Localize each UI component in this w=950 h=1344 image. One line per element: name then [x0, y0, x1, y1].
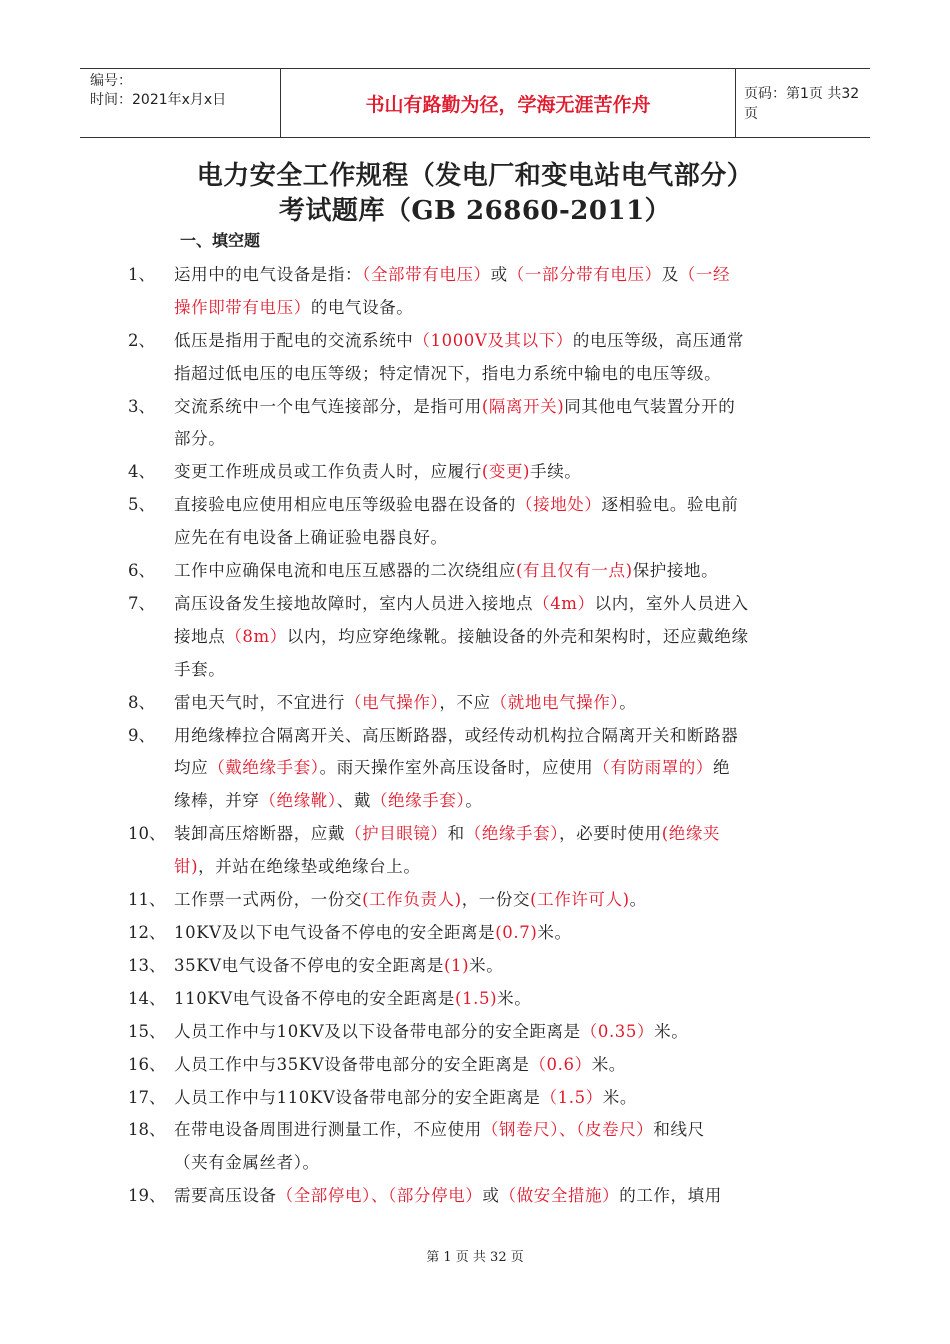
question-text: 均应	[174, 758, 209, 778]
question-text: 和线尺	[653, 1120, 705, 1140]
answer-text: (绝缘夹	[661, 824, 721, 844]
question-number: 12、	[128, 923, 166, 942]
page-footer: 第 1 页 共 32 页	[426, 1250, 524, 1265]
question-number: 19、	[128, 1186, 166, 1206]
question-line	[174, 524, 448, 548]
answer-text: （做安全措施）	[499, 1186, 620, 1206]
question-text: 同其他电气装置分开的	[564, 396, 736, 416]
question-number: 13、	[128, 955, 166, 975]
document-header	[80, 68, 870, 138]
question-text: 米。	[602, 1087, 637, 1107]
time-label: 时间：2021年x月x日	[90, 92, 227, 108]
answer-text: （绝缘手套）	[464, 824, 560, 844]
question-text: 。	[619, 692, 637, 712]
question-line	[174, 590, 749, 614]
answer-text: (1.5)	[455, 988, 498, 1008]
question-text: 的电压等级，高压通常	[572, 330, 744, 350]
question-line	[174, 787, 482, 811]
question-line	[174, 1051, 626, 1075]
answer-text: （戴绝缘手套）	[208, 758, 320, 778]
question-text: 应先在有电设备上确证验电器良好。	[174, 528, 448, 548]
question-text: ，一份交	[461, 890, 531, 910]
number-label: 编号：	[90, 73, 132, 89]
question-text: 雷电天气时，不宜进行	[174, 692, 345, 712]
question-text: 。雨天操作室外高压设备时，应使用	[319, 758, 594, 778]
question-text: 或	[490, 265, 508, 284]
question-text: 高压设备发生接地故障时，室内人员进入接地点	[174, 594, 534, 613]
answer-text: (变更)	[481, 462, 531, 482]
answer-text: (有且仅有一点)	[516, 561, 633, 581]
question-text: 和	[447, 824, 465, 844]
header-page-label: 页码：第1页 共32页	[744, 86, 860, 122]
answer-text: 操作即带有电压）	[174, 297, 311, 317]
question-number: 2、	[128, 330, 155, 350]
answer-text: （1000V及其以下）	[413, 330, 573, 350]
question-text: 的电气设备。	[310, 297, 414, 317]
question-line	[174, 623, 749, 647]
answer-text: (1)	[443, 955, 470, 975]
question-text: 手套。	[174, 659, 226, 679]
question-text: 指超过低电压的电压等级；特定情况下，指电力系统中输电的电压等级。	[174, 363, 722, 383]
question-number: 8、	[128, 692, 155, 712]
header-motto: 书山有路勤为径，学海无涯苦作舟	[280, 69, 736, 137]
question-text: 部分。	[174, 429, 226, 449]
question-line	[174, 656, 225, 680]
answer-text: 钳)	[174, 857, 199, 877]
question-line	[174, 425, 225, 449]
question-line	[174, 853, 420, 877]
answer-text: （一经	[678, 265, 731, 284]
answer-text: （4m）	[533, 594, 595, 613]
answer-text: （护目眼镜）	[345, 824, 448, 844]
question-line	[174, 886, 647, 910]
answer-text: (0.7)	[495, 923, 538, 942]
question-text: 逐相验电。验电前	[601, 495, 739, 515]
answer-text: （钢卷尺）、（皮卷尺）	[481, 1120, 654, 1140]
question-number: 14、	[128, 988, 166, 1008]
answer-text: （就地电气操作）	[490, 692, 620, 712]
question-text: 以内，均应穿绝缘靴。接触设备的外壳和架构时，还应戴绝缘	[286, 626, 749, 646]
question-line	[174, 491, 738, 515]
question-line	[174, 1084, 637, 1108]
question-text: 米。	[591, 1054, 626, 1074]
answer-text: （有防雨罩的）	[593, 758, 713, 778]
answer-text: (隔离开关)	[481, 396, 565, 416]
answer-text: （绝缘靴）	[259, 791, 337, 811]
question-text: 工作中应确保电流和电压互感器的二次绕组应	[174, 561, 516, 581]
question-line	[174, 820, 720, 844]
question-text: 110KV电气设备不停电的安全距离是	[174, 988, 456, 1008]
document-subtitle: 考试题库（GB 26860-2011）	[278, 196, 672, 226]
question-line	[174, 985, 531, 1009]
question-text: ，并站在绝缘垫或绝缘台上。	[198, 857, 421, 877]
question-text: 手续。	[530, 462, 582, 482]
question-text: ，不应	[439, 692, 491, 712]
answer-text: （一部分带有电压）	[507, 265, 662, 284]
answer-text: （0.6）	[529, 1054, 592, 1074]
question-line	[174, 327, 744, 351]
question-line	[174, 294, 413, 318]
question-line	[174, 1182, 722, 1206]
question-number: 1、	[128, 265, 155, 284]
question-line	[174, 1149, 320, 1173]
question-line	[174, 952, 503, 976]
question-text: ，必要时使用	[559, 824, 662, 844]
document-title: 电力安全工作规程（发电厂和变电站电气部分）	[196, 161, 754, 191]
answer-text: （全部停电）、（部分停电）	[276, 1186, 483, 1206]
question-text: 人员工作中与35KV设备带电部分的安全距离是	[174, 1054, 530, 1074]
question-text: 米。	[469, 955, 504, 975]
answer-text: （全部带有电压）	[362, 265, 491, 284]
question-text: 米。	[497, 988, 532, 1008]
question-text: 、戴	[336, 791, 371, 811]
question-text: 用绝缘棒拉合隔离开关、高压断路器，或经传动机构拉合隔离开关和断路器	[174, 725, 739, 745]
question-text: 的工作，填用	[619, 1186, 722, 1206]
question-number: 16、	[128, 1054, 166, 1074]
question-text: 10KV及以下电气设备不停电的安全距离是	[174, 923, 496, 942]
question-text: 需要高压设备	[174, 1186, 277, 1206]
answer-text: (工作负责人)	[362, 890, 462, 910]
answer-text: （绝缘手套）	[370, 791, 466, 811]
question-line	[174, 393, 735, 417]
question-text: 人员工作中与10KV及以下设备带电部分的安全距离是	[174, 1021, 581, 1041]
question-number: 17、	[128, 1087, 166, 1107]
question-number: 11、	[128, 890, 166, 910]
question-line	[174, 458, 581, 482]
question-text: 交流系统中一个电气连接部分，是指可用	[174, 396, 482, 416]
question-text: 或	[482, 1186, 500, 1206]
question-text: 直接验电应使用相应电压等级验电器在设备的	[174, 495, 516, 515]
question-text: 变更工作班成员或工作负责人时，应履行	[174, 462, 482, 482]
question-text: 装卸高压熔断器，应戴	[174, 824, 345, 844]
question-line	[174, 919, 572, 943]
question-number: 4、	[128, 462, 155, 482]
question-text: 接地点	[174, 626, 226, 646]
question-number: 3、	[128, 396, 155, 416]
question-number: 6、	[128, 561, 155, 581]
header-meta	[80, 69, 280, 137]
question-text: 米。	[537, 923, 572, 942]
question-text: 。	[465, 791, 483, 811]
question-text: 绝	[712, 758, 731, 778]
question-line	[174, 722, 738, 746]
answer-text: （接地处）	[516, 495, 602, 515]
question-line	[174, 360, 721, 384]
question-text: 运用中的电气设备是指：	[174, 265, 363, 284]
question-line	[174, 557, 718, 581]
answer-text: （电气操作）	[345, 692, 440, 712]
question-text: 工作票一式两份，一份交	[174, 890, 363, 910]
question-number: 15、	[128, 1021, 166, 1041]
question-text: 低压是指用于配电的交流系统中	[174, 330, 414, 350]
answer-text: （8m）	[225, 626, 287, 646]
question-text: 人员工作中与110KV设备带电部分的安全距离是	[174, 1087, 541, 1107]
question-text: 。	[629, 890, 647, 910]
question-number: 5、	[128, 495, 155, 515]
question-line	[174, 1018, 688, 1042]
question-number: 10、	[128, 824, 166, 844]
question-text: 及	[661, 265, 679, 284]
question-text: 米。	[654, 1021, 689, 1041]
question-line	[174, 754, 730, 778]
answer-text: （1.5）	[540, 1087, 603, 1107]
section-title: 一、填空题	[180, 231, 261, 250]
answer-text: （0.35）	[580, 1021, 655, 1041]
question-number: 18、	[128, 1120, 166, 1140]
question-text: 以内，室外人员进入	[594, 594, 749, 613]
question-line	[174, 1116, 705, 1140]
question-number: 9、	[128, 725, 155, 745]
question-text: 在带电设备周围进行测量工作，不应使用	[174, 1120, 482, 1140]
question-text: （夹有金属丝者）。	[174, 1153, 320, 1173]
question-text: 缘棒，并穿	[174, 791, 260, 811]
question-text: 35KV电气设备不停电的安全距离是	[174, 955, 444, 975]
question-number: 7、	[128, 594, 155, 613]
answer-text: (工作许可人)	[530, 890, 630, 910]
question-line	[174, 261, 730, 285]
question-line	[174, 689, 636, 713]
question-text: 保护接地。	[632, 561, 719, 581]
